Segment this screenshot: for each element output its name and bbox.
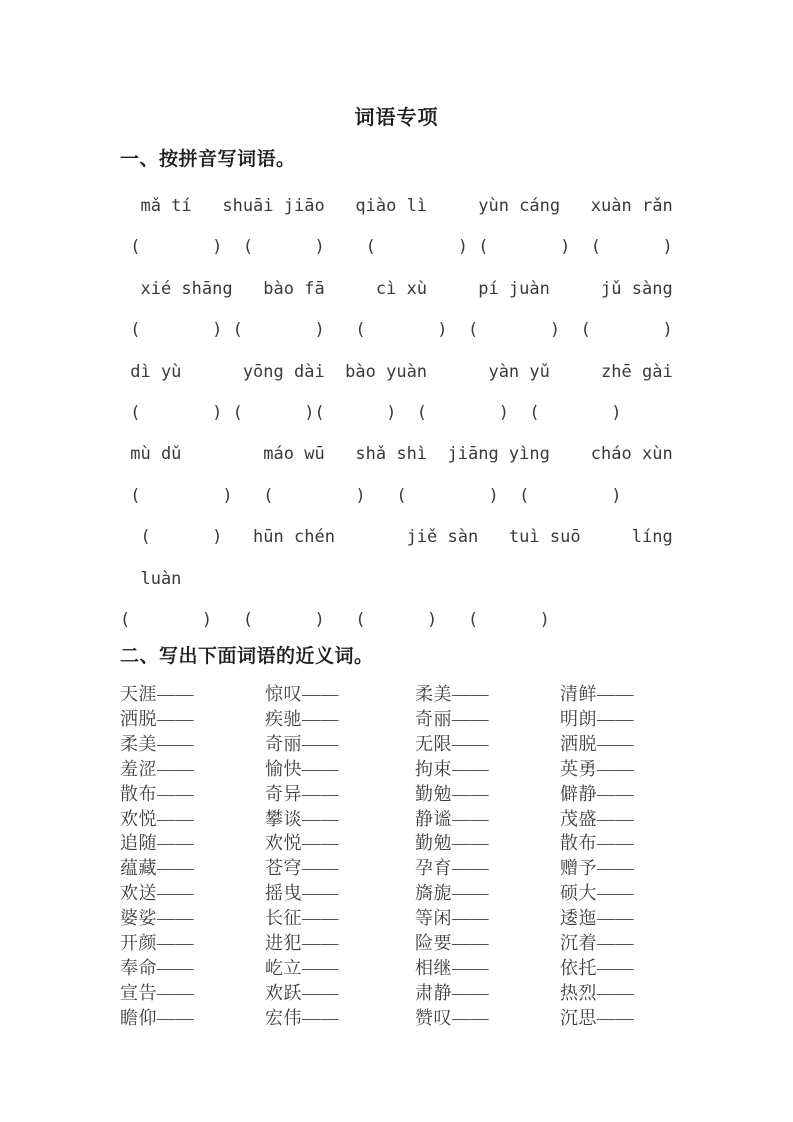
pinyin-line: ( ) ( ) ( ) ( ) — [120, 485, 622, 506]
synonym-item: 沉着—— — [560, 933, 634, 954]
synonym-item: 进犯—— — [265, 933, 339, 954]
synonym-item: 奇丽—— — [265, 733, 339, 754]
pinyin-line: ( ) ( ) ( ) ( ) — [120, 610, 550, 631]
pinyin-line: ( ) hūn chén jiě sàn tuì suō líng — [120, 527, 673, 548]
page-title: 词语专项 — [354, 107, 439, 129]
synonym-item: 摇曳—— — [265, 883, 339, 904]
pinyin-line: dì yù yōng dài bào yuàn yàn yǔ zhē gài — [120, 361, 673, 382]
synonym-item: 长征—— — [265, 908, 339, 929]
synonym-item: 羞涩—— — [120, 758, 194, 779]
synonym-item: 旖旎—— — [415, 883, 489, 904]
synonym-item: 瞻仰—— — [120, 1007, 194, 1028]
synonym-item: 相继—— — [415, 957, 489, 978]
pinyin-line: xié shāng bào fā cì xù pí juàn jǔ sàng — [120, 278, 673, 299]
section2-heading: 二、写出下面词语的近义词。 — [120, 646, 374, 667]
synonym-item: 欢悦—— — [265, 833, 339, 854]
synonym-item: 天涯—— — [120, 684, 194, 704]
synonym-item: 勤勉—— — [415, 783, 489, 804]
pinyin-line: mǎ tí shuāi jiāo qiào lì yùn cáng xuàn rǎn — [120, 196, 673, 216]
synonym-item: 沉思—— — [560, 1007, 634, 1028]
pinyin-line: ( ) ( ) ( ) ( ) ( ) — [120, 320, 673, 341]
synonym-item: 硕大—— — [560, 883, 634, 904]
synonym-item: 无限—— — [415, 733, 489, 754]
synonym-item: 惊叹—— — [265, 684, 339, 704]
synonym-item: 依托—— — [560, 957, 634, 978]
synonym-item: 热烈—— — [560, 982, 634, 1003]
synonym-item: 静谧—— — [415, 808, 489, 829]
pinyin-line: mù dǔ máo wū shǎ shì jiāng yìng cháo xùn — [120, 444, 673, 465]
synonym-item: 僻静—— — [560, 783, 634, 804]
synonym-item: 明朗—— — [560, 708, 634, 729]
synonym-item: 柔美—— — [120, 733, 194, 754]
synonym-item: 英勇—— — [560, 758, 634, 779]
synonym-item: 欢悦—— — [120, 808, 194, 829]
synonym-item: 洒脱—— — [120, 708, 194, 729]
synonym-item: 疾驰—— — [265, 708, 339, 729]
synonym-item: 宣告—— — [120, 982, 194, 1003]
synonym-item: 愉快—— — [265, 758, 339, 779]
synonym-item: 屹立—— — [265, 957, 339, 978]
pinyin-line: luàn — [120, 568, 182, 589]
synonym-item: 婆娑—— — [120, 908, 194, 929]
synonym-item: 散布—— — [560, 833, 634, 854]
synonym-item: 欢跃—— — [265, 982, 339, 1003]
synonym-item: 奉命—— — [120, 957, 194, 978]
pinyin-line: ( ) ( )( ) ( ) ( ) — [120, 403, 622, 424]
synonym-item: 欢送—— — [120, 883, 194, 904]
synonym-item: 茂盛—— — [560, 808, 634, 829]
synonym-item: 勤勉—— — [415, 833, 489, 854]
synonym-item: 清鲜—— — [560, 684, 634, 704]
synonym-item: 赠予—— — [560, 858, 634, 879]
synonym-item: 险要—— — [415, 933, 489, 954]
synonym-item: 等闲—— — [415, 908, 489, 929]
synonym-item: 开颜—— — [120, 933, 194, 954]
synonym-item: 奇丽—— — [415, 708, 489, 729]
synonym-item: 奇异—— — [265, 783, 339, 804]
synonym-item: 赞叹—— — [415, 1007, 489, 1028]
synonym-item: 蕴藏—— — [120, 858, 194, 879]
synonym-item: 追随—— — [120, 833, 194, 854]
synonym-item: 洒脱—— — [560, 733, 634, 754]
pinyin-line: ( ) ( ) ( ) ( ) ( ) — [120, 237, 673, 258]
synonym-item: 肃静—— — [415, 982, 489, 1003]
synonym-item: 孕育—— — [415, 858, 489, 879]
synonym-item: 苍穹—— — [265, 858, 339, 879]
synonym-item: 拘束—— — [415, 758, 489, 779]
synonym-grid — [120, 682, 700, 1031]
synonym-item: 逶迤—— — [560, 908, 634, 929]
synonym-item: 宏伟—— — [265, 1007, 339, 1028]
synonym-item: 柔美—— — [415, 684, 489, 704]
pinyin-block — [120, 186, 673, 641]
synonym-item: 散布—— — [120, 783, 194, 804]
section1-heading: 一、按拼音写词语。 — [120, 149, 296, 170]
synonym-item: 攀谈—— — [265, 808, 339, 829]
